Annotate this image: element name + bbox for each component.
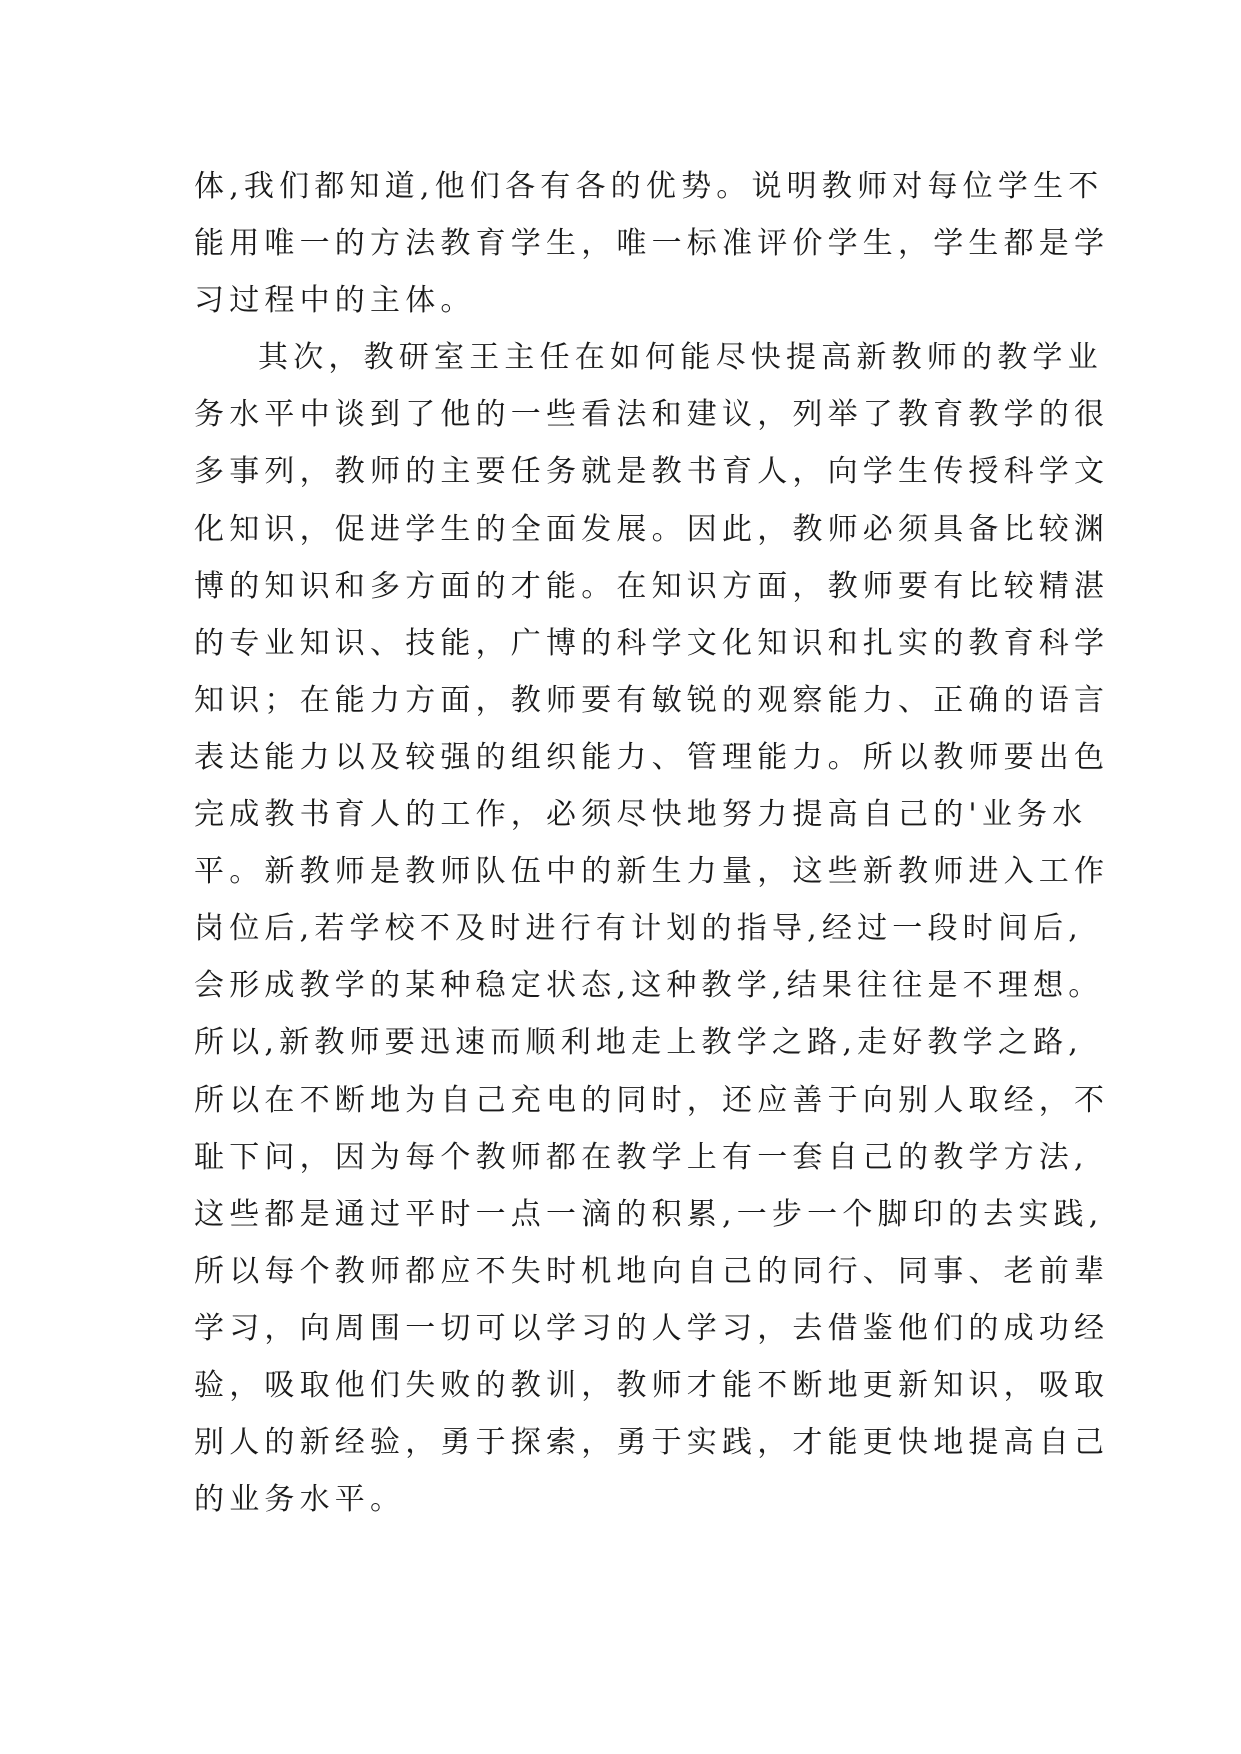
text-line: 平。新教师是教师队伍中的新生力量，这些新教师进入工作 [194, 854, 1110, 890]
text-line: 所以每个教师都应不失时机地向自己的同行、同事、老前辈 [194, 1253, 1110, 1289]
text-line: 知识；在能力方面，教师要有敏锐的观察能力、正确的语言 [194, 682, 1110, 718]
text-line: 验，吸取他们失败的教训，教师才能不断地更新知识，吸取 [194, 1367, 1110, 1403]
text-line: 所以,新教师要迅速而顺利地走上教学之路,走好教学之路, [194, 1025, 1084, 1061]
text-line: 的专业知识、技能，广博的科学文化知识和扎实的教育科学 [194, 625, 1110, 661]
text-line: 完成教书育人的工作，必须尽快地努力提高自己的'业务水 [194, 797, 1088, 833]
text-line: 表达能力以及较强的组织能力、管理能力。所以教师要出色 [194, 739, 1110, 775]
text-line: 这些都是通过平时一点一滴的积累,一步一个脚印的去实践, [194, 1196, 1104, 1232]
text-line: 多事列，教师的主要任务就是教书育人，向学生传授科学文 [194, 454, 1110, 490]
text-line: 别人的新经验，勇于探索，勇于实践，才能更快地提高自己 [194, 1425, 1110, 1461]
text-line: 务水平中谈到了他的一些看法和建议，列举了教育教学的很 [194, 397, 1110, 433]
text-line: 所以在不断地为自己充电的同时，还应善于向别人取经，不 [194, 1082, 1110, 1118]
text-line: 会形成教学的某种稳定状态,这种教学,结果往往是不理想。 [194, 968, 1104, 1004]
text-line: 体,我们都知道,他们各有各的优势。说明教师对每位学生不 [194, 169, 1104, 204]
body-text [194, 158, 1110, 1528]
text-line: 的业务水平。 [194, 1482, 406, 1518]
text-line: 能用唯一的方法教育学生，唯一标准评价学生，学生都是学 [194, 226, 1110, 262]
text-line: 岗位后,若学校不及时进行有计划的指导,经过一段时间后, [194, 911, 1084, 947]
text-line: 习过程中的主体。 [194, 283, 476, 319]
text-line: 其次，教研室王主任在如何能尽快提高新教师的教学业 [258, 340, 1103, 376]
text-line: 学习，向周围一切可以学习的人学习，去借鉴他们的成功经 [194, 1310, 1110, 1346]
text-line: 博的知识和多方面的才能。在知识方面，教师要有比较精湛 [194, 568, 1110, 604]
text-line: 耻下问，因为每个教师都在教学上有一套自己的教学方法, [194, 1139, 1089, 1175]
text-line: 化知识，促进学生的全面发展。因此，教师必须具备比较渊 [194, 511, 1110, 547]
